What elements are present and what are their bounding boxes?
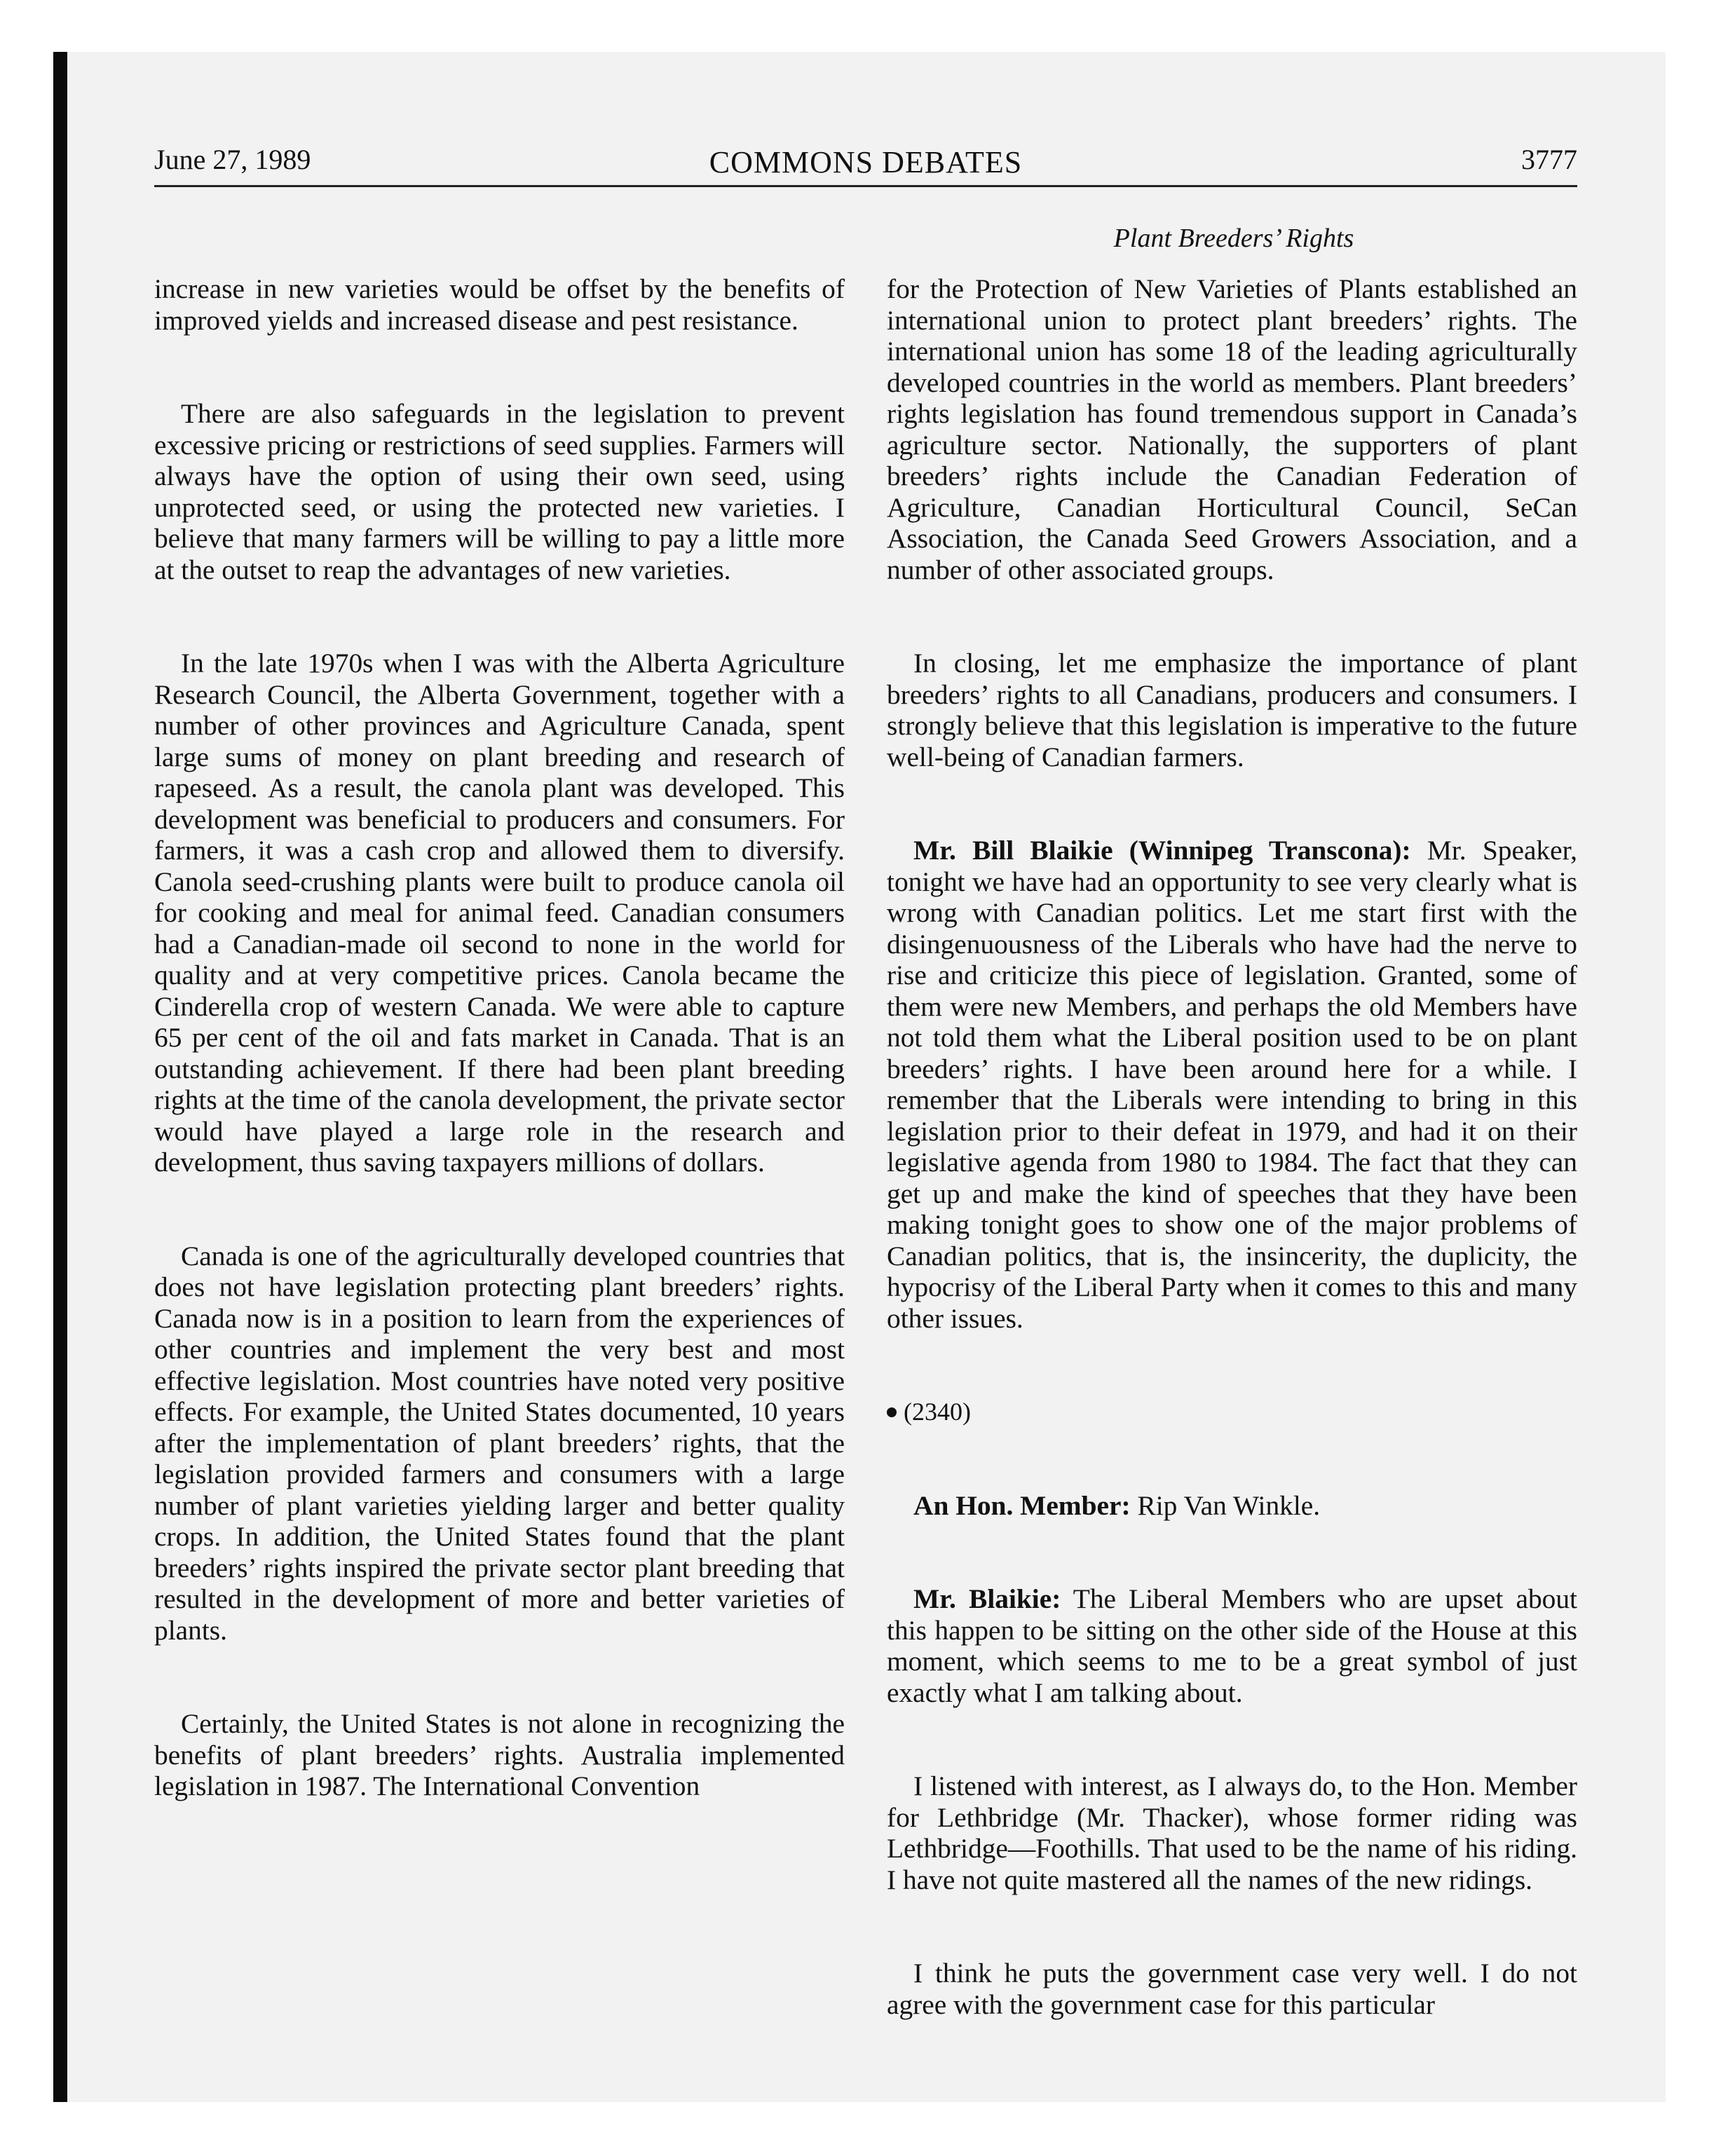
speech-text: Mr. Speaker, tonight we have had an opportunity to see very clearly what is wrong with Canadian politics. Let me start first with the disingenuousness of the Liberals who have had the nerve to rise and criticize this piece of legislation. Granted, some of them were new Members, and perhaps the old Members have not told them what the Liberal position used to be on plant breeders’ rights. I have been around here for a while. I remember that the Liberals were intending to bring in this legislation prior to their defeat in 1979, and had it on their legislative agenda from 1980 to 1984. The fact that they can get up and make the kind of speeches that they have been making tonight goes to show one of the major problems of Canadian politics, that is, the insincerity, the duplicity, the hypocrisy of the Liberal Party when it comes to this and many other issues. xyxy=(887,835,1577,1334)
right-paragraph-1: for the Protection of New Varieties of Plants established an international union to protect plant breeders’ rights. The international union has some 18 of the leading agriculturally developed countries in the world as members. Plant breeders’ rights legislation has found tremendous support in Canada’s agriculture sector. Nationally, the supporters of plant breeders’ rights include the Canadian Federation of Agriculture, Canadian Horticultural Council, SeCan Association, the Canada Seed Growers Association, and a number of other associated groups. xyxy=(887,273,1577,585)
left-paragraph-1: increase in new varieties would be offset by the benefits of improved yields and increased disease and pest resistance. xyxy=(154,273,845,336)
binding-edge-bar xyxy=(53,52,67,2102)
right-paragraph-7: I think he puts the government case very well. I do not agree with the government case for this particular xyxy=(887,1958,1577,2020)
left-paragraph-4: Canada is one of the agriculturally developed countries that does not have legislation protecting plant breeders’ rights. Canada now is in a position to learn from the experiences of other countries and implement the very best and most effective legislation. Most countries have noted very positive effects. For example, the United States documented, 10 years after the implementation of plant breeders’ rights, that the legislation provided farmers and consumers with a large number of plant varieties yielding larger and better quality crops. In addition, the United States found that the plant breeders’ rights inspired the private sector plant breeding that resulted in the development of more and better varieties of plants. xyxy=(154,1240,845,1646)
speech-blaikie-2 xyxy=(887,1583,1577,1708)
running-head xyxy=(154,140,1577,182)
header-date: June 27, 1989 xyxy=(154,144,311,175)
speech-text: The Liberal Members who are upset about this happen to be sitting on the other side of the House at this moment, which seems to me to be a great symbol of just exactly what I am talking about. xyxy=(887,1583,1577,1708)
speaker-name: An Hon. Member: xyxy=(913,1489,1131,1521)
speech-hon-member xyxy=(887,1490,1577,1522)
timestamp-text: (2340) xyxy=(904,1398,971,1426)
right-paragraph-2: In closing, let me emphasize the importance of plant breeders’ rights to all Canadians, producers and consumers. I strongly believe that this legislation is imperative to the future well-being of Canadian farmers. xyxy=(887,648,1577,772)
left-paragraph-3: In the late 1970s when I was with the Alberta Agriculture Research Council, the Alberta Government, together with a number of other provinces and Agriculture Canada, spent large sums of money on plant breeding and research of rapeseed. As a result, the canola plant was developed. This development was beneficial to producers and consumers. For farmers, it was a cash crop and allowed them to diversify. Canola seed-crushing plants were built to produce canola oil for cooking and meal for animal feed. Canadian consumers had a Canadian-made oil second to none in the world for quality and at very competitive prices. Canola became the Cinderella crop of western Canada. We were able to capture 65 per cent of the oil and fats market in Canada. That is an outstanding achievement. If there had been plant breeding rights at the time of the canola development, the private sector would have played a large role in the research and development, thus saving taxpayers millions of dollars. xyxy=(154,648,845,1178)
left-paragraph-5: Certainly, the United States is not alone in recognizing the benefits of plant breeders’ rights. Australia implemented legislation in 1987. The International Convention xyxy=(154,1708,845,1801)
bullet-icon xyxy=(887,1407,897,1417)
left-paragraph-2: There are also safeguards in the legislation to prevent excessive pricing or restrictions of seed supplies. Farmers will always have the option of using their own seed, using unprotected seed, or using the protected new varieties. I believe that many farmers will be willing to pay a little more at the outset to reap the advantages of new varieties. xyxy=(154,398,845,585)
section-title: Plant Breeders’ Rights xyxy=(1113,224,1354,253)
speaker-name: Mr. Bill Blaikie (Winnipeg Transcona): xyxy=(913,835,1411,866)
right-column xyxy=(887,273,1577,2020)
page xyxy=(154,140,1577,2075)
timestamp-marker xyxy=(887,1396,1577,1428)
right-paragraph-6: I listened with interest, as I always do, to the Hon. Member for Lethbridge (Mr. Thacker), whose former riding was Lethbridge—Foothills. That used to be the name of his riding. I have not quite mastered all the names of the new ridings. xyxy=(887,1770,1577,1895)
header-publication: COMMONS DEBATES xyxy=(709,145,1023,179)
speaker-name: Mr. Blaikie: xyxy=(913,1583,1061,1614)
header-rule xyxy=(154,185,1577,187)
left-column xyxy=(154,273,845,1802)
speech-blaikie xyxy=(887,835,1577,1334)
header-page-number: 3777 xyxy=(1521,144,1577,175)
speech-text: Rip Van Winkle. xyxy=(1130,1489,1321,1521)
